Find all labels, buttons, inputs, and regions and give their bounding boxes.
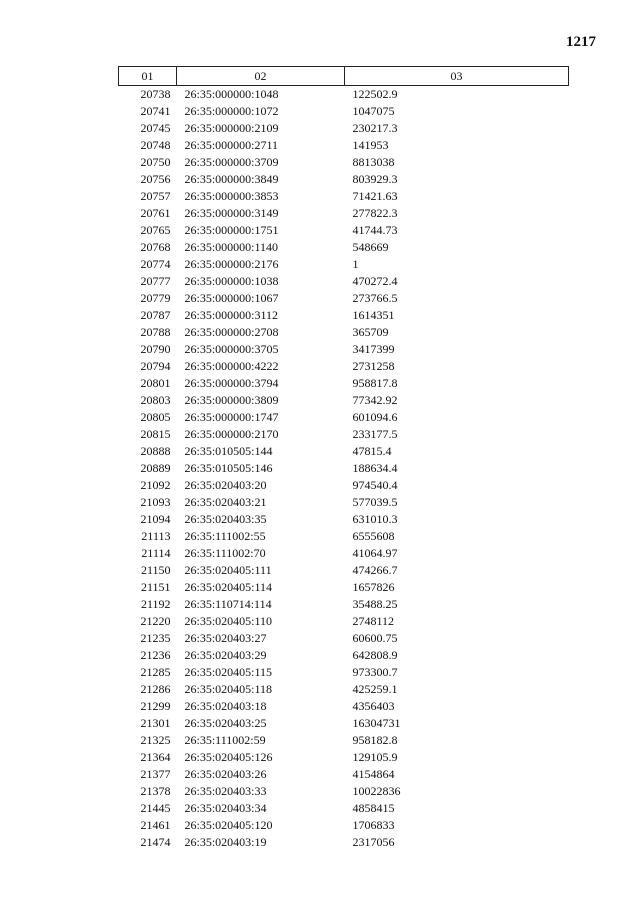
table-cell: 129105.9	[352, 750, 398, 764]
table-cell: 26:35:000000:3853	[184, 189, 279, 203]
table-cell: 1706833	[352, 818, 395, 832]
table-cell: 26:35:000000:2109	[184, 121, 279, 135]
table-row	[119, 307, 569, 324]
table-row	[119, 749, 569, 766]
table-cell: 6555608	[352, 529, 395, 543]
table-cell: 365709	[352, 325, 389, 339]
table-row	[119, 154, 569, 171]
table-row	[119, 222, 569, 239]
table-cell: 3417399	[352, 342, 395, 356]
table-row	[119, 171, 569, 188]
table-cell: 26:35:020405:115	[184, 665, 273, 679]
table-cell: 21151	[140, 580, 171, 594]
table-row	[119, 460, 569, 477]
table-cell: 26:35:000000:1751	[184, 223, 279, 237]
table-cell: 26:35:010505:146	[184, 461, 273, 475]
table-cell: 21474	[140, 835, 171, 849]
table-cell: 10022836	[352, 784, 401, 798]
table-cell: 188634.4	[352, 461, 398, 475]
table-cell: 958817.8	[352, 376, 398, 390]
table-row	[119, 715, 569, 732]
table-cell: 21094	[140, 512, 171, 526]
table-cell: 26:35:020403:34	[184, 801, 267, 815]
table-cell: 21220	[140, 614, 171, 628]
table-cell: 277822.3	[352, 206, 398, 220]
table-cell: 26:35:020403:27	[184, 631, 267, 645]
table-cell: 8813038	[352, 155, 395, 169]
table-row	[119, 103, 569, 120]
table-cell: 20815	[140, 427, 171, 441]
table-cell: 1614351	[352, 308, 395, 322]
table-row	[119, 766, 569, 783]
table-row	[119, 681, 569, 698]
table-body	[119, 86, 569, 852]
table-cell: 4356403	[352, 699, 395, 713]
table-row	[119, 800, 569, 817]
table-cell: 26:35:000000:3705	[184, 342, 279, 356]
table-cell: 47815.4	[352, 444, 392, 458]
table-cell: 21285	[140, 665, 171, 679]
table-cell: 71421.63	[352, 189, 398, 203]
table-cell: 26:35:111002:55	[184, 529, 266, 543]
table-cell: 26:35:020405:118	[184, 682, 273, 696]
table-row	[119, 443, 569, 460]
table-row	[119, 375, 569, 392]
table-cell: 26:35:111002:70	[184, 546, 266, 560]
table-cell: 26:35:020403:25	[184, 716, 267, 730]
table-cell: 21093	[140, 495, 171, 509]
table-row	[119, 511, 569, 528]
table-row	[119, 120, 569, 137]
table-row	[119, 579, 569, 596]
table-row	[119, 137, 569, 154]
table-row	[119, 324, 569, 341]
table-cell: 20805	[140, 410, 171, 424]
table-cell: 1047075	[352, 104, 395, 118]
table-cell: 2748112	[352, 614, 395, 628]
table-row	[119, 188, 569, 205]
table-cell: 26:35:000000:3112	[184, 308, 279, 322]
table-cell: 20779	[140, 291, 171, 305]
table-cell: 21461	[140, 818, 171, 832]
table-cell: 4858415	[352, 801, 395, 815]
table-cell: 26:35:000000:1140	[184, 240, 279, 254]
table-cell: 26:35:000000:1747	[184, 410, 279, 424]
table-cell: 26:35:020403:35	[184, 512, 267, 526]
table-cell: 26:35:010505:144	[184, 444, 273, 458]
table-cell: 233177.5	[352, 427, 398, 441]
table-row	[119, 256, 569, 273]
table-row	[119, 698, 569, 715]
table-cell: 1657826	[352, 580, 395, 594]
table-cell: 21445	[140, 801, 171, 815]
table-cell: 26:35:000000:3809	[184, 393, 279, 407]
table-cell: 26:35:000000:3794	[184, 376, 279, 390]
table-row	[119, 545, 569, 562]
table-row	[119, 341, 569, 358]
table-cell: 77342.92	[352, 393, 398, 407]
table-cell: 273766.5	[352, 291, 398, 305]
table-cell: 20765	[140, 223, 171, 237]
table-cell: 642808.9	[352, 648, 398, 662]
table-cell: 20888	[140, 444, 171, 458]
table-row	[119, 817, 569, 834]
table-cell: 26:35:000000:3149	[184, 206, 279, 220]
table-cell: 26:35:020403:20	[184, 478, 267, 492]
table-row	[119, 630, 569, 647]
table-cell: 2731258	[352, 359, 395, 373]
table-cell: 974540.4	[352, 478, 398, 492]
table-cell: 21235	[140, 631, 171, 645]
table-row	[119, 358, 569, 375]
table-cell: 26:35:020405:111	[184, 563, 272, 577]
table-cell: 35488.25	[352, 597, 398, 611]
table-cell: 20790	[140, 342, 171, 356]
table-cell: 20889	[140, 461, 171, 475]
table-cell: 470272.4	[352, 274, 398, 288]
table-row	[119, 664, 569, 681]
table-cell: 20761	[140, 206, 171, 220]
table-cell: 973300.7	[352, 665, 398, 679]
table-cell: 601094.6	[352, 410, 398, 424]
table-cell: 425259.1	[352, 682, 398, 696]
table-cell: 21150	[140, 563, 171, 577]
table-cell: 26:35:111002:59	[184, 733, 266, 747]
table-cell: 26:35:020405:114	[184, 580, 273, 594]
table-cell: 20787	[140, 308, 171, 322]
table-cell: 631010.3	[352, 512, 398, 526]
table-cell: 21236	[140, 648, 171, 662]
table-row	[119, 834, 569, 851]
table-cell: 21113	[141, 529, 171, 543]
table-cell: 26:35:000000:2708	[184, 325, 279, 339]
table-cell: 20750	[140, 155, 171, 169]
table-cell: 1	[352, 257, 359, 271]
table-cell: 20745	[140, 121, 171, 135]
table-cell: 26:35:000000:1067	[184, 291, 279, 305]
table-row	[119, 426, 569, 443]
table-cell: 26:35:000000:4222	[184, 359, 279, 373]
table-cell: 21092	[140, 478, 171, 492]
column-header: 02	[177, 67, 345, 86]
page-number: 1217	[566, 34, 596, 50]
table-cell: 26:35:000000:1072	[184, 104, 279, 118]
table-cell: 803929.3	[352, 172, 398, 186]
table-row	[119, 494, 569, 511]
table-cell: 21325	[140, 733, 171, 747]
table-cell: 21378	[140, 784, 171, 798]
data-table	[118, 66, 569, 851]
table-cell: 20788	[140, 325, 171, 339]
table-cell: 20741	[140, 104, 171, 118]
table-cell: 958182.8	[352, 733, 398, 747]
table-cell: 21364	[140, 750, 171, 764]
table-cell: 4154864	[352, 767, 395, 781]
table-cell: 21377	[140, 767, 171, 781]
table-row	[119, 86, 569, 104]
table-cell: 26:35:000000:3849	[184, 172, 279, 186]
table-cell: 41064.97	[352, 546, 398, 560]
table-cell: 26:35:020403:29	[184, 648, 267, 662]
table-cell: 26:35:000000:1048	[184, 87, 279, 101]
table-cell: 141953	[352, 138, 389, 152]
table-cell: 26:35:000000:2711	[184, 138, 279, 152]
column-header: 03	[345, 67, 569, 86]
table-row	[119, 647, 569, 664]
table-cell: 26:35:020403:19	[184, 835, 267, 849]
table-cell: 26:35:020403:26	[184, 767, 267, 781]
table-row	[119, 477, 569, 494]
table-cell: 20748	[140, 138, 171, 152]
table-cell: 26:35:110714:114	[184, 597, 272, 611]
table-cell: 26:35:000000:3709	[184, 155, 279, 169]
table-row	[119, 205, 569, 222]
table-header	[119, 67, 569, 86]
table-cell: 21286	[140, 682, 171, 696]
table-row	[119, 783, 569, 800]
table-row	[119, 732, 569, 749]
table-cell: 26:35:020405:120	[184, 818, 273, 832]
table-cell: 548669	[352, 240, 389, 254]
table-cell: 474266.7	[352, 563, 398, 577]
table-cell: 20738	[140, 87, 171, 101]
table-cell: 60600.75	[352, 631, 398, 645]
table-cell: 21192	[140, 597, 171, 611]
data-table-container	[118, 66, 568, 851]
table-cell: 26:35:000000:2176	[184, 257, 279, 271]
column-header: 01	[119, 67, 177, 86]
table-row	[119, 290, 569, 307]
table-cell: 26:35:020405:110	[184, 614, 273, 628]
table-cell: 26:35:020403:33	[184, 784, 267, 798]
table-cell: 26:35:020405:126	[184, 750, 273, 764]
table-row	[119, 562, 569, 579]
table-cell: 20756	[140, 172, 171, 186]
table-row	[119, 392, 569, 409]
table-cell: 26:35:000000:2170	[184, 427, 279, 441]
table-cell: 26:35:020403:21	[184, 495, 267, 509]
table-cell: 20801	[140, 376, 171, 390]
table-row	[119, 613, 569, 630]
table-cell: 20774	[140, 257, 171, 271]
table-cell: 2317056	[352, 835, 395, 849]
table-cell: 20757	[140, 189, 171, 203]
table-row	[119, 273, 569, 290]
table-cell: 20768	[140, 240, 171, 254]
table-cell: 41744.73	[352, 223, 398, 237]
table-cell: 20794	[140, 359, 171, 373]
table-cell: 20777	[140, 274, 171, 288]
table-cell: 26:35:000000:1038	[184, 274, 279, 288]
table-row	[119, 596, 569, 613]
table-cell: 230217.3	[352, 121, 398, 135]
table-cell: 21299	[140, 699, 171, 713]
table-cell: 577039.5	[352, 495, 398, 509]
table-row	[119, 409, 569, 426]
table-cell: 122502.9	[352, 87, 398, 101]
table-cell: 21301	[140, 716, 171, 730]
table-cell: 16304731	[352, 716, 401, 730]
table-cell: 20803	[140, 393, 171, 407]
table-row	[119, 528, 569, 545]
table-row	[119, 239, 569, 256]
table-cell: 21114	[141, 546, 171, 560]
table-cell: 26:35:020403:18	[184, 699, 267, 713]
